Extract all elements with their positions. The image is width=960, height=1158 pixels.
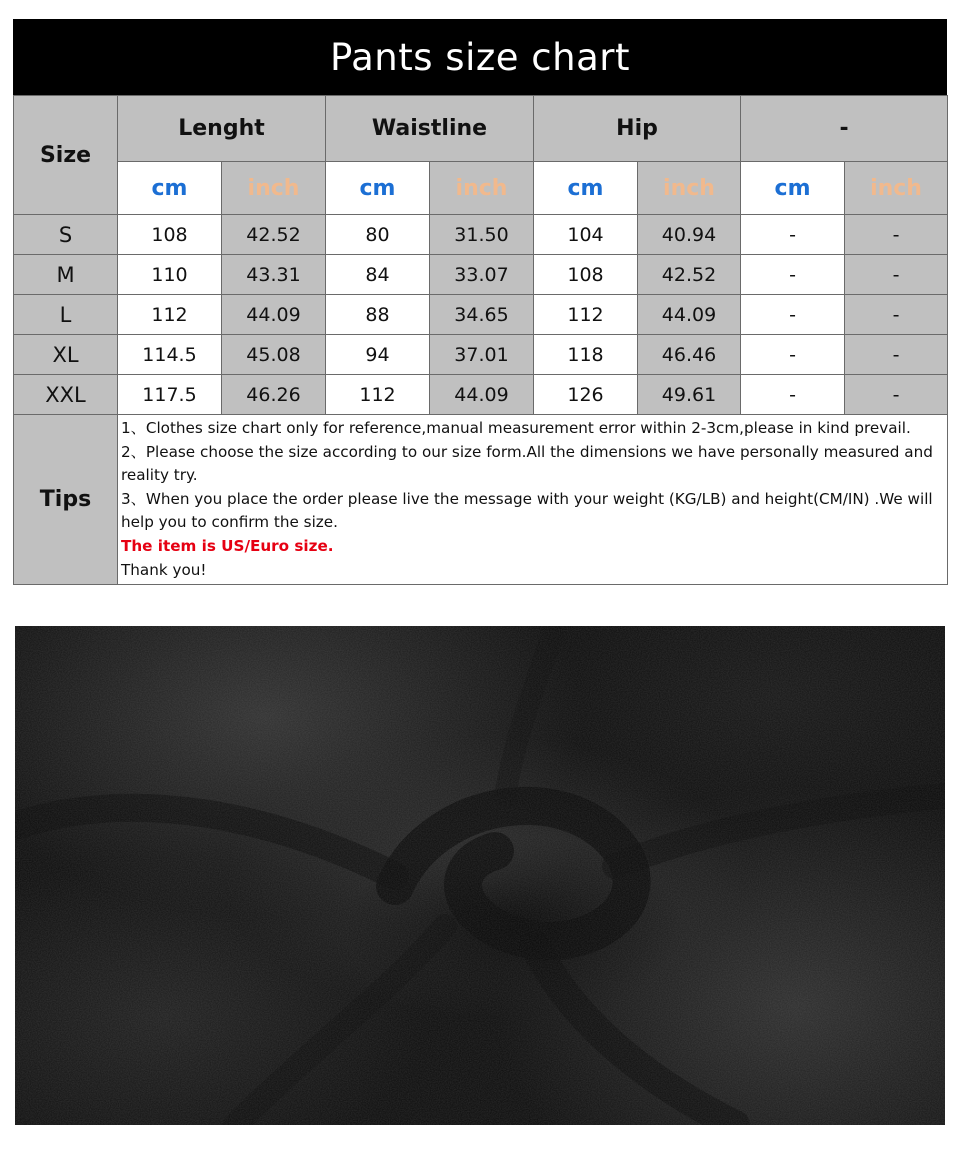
size-label-cell: XL (14, 335, 118, 375)
size-label-cell: M (14, 255, 118, 295)
group-header-length: Lenght (118, 96, 326, 162)
fabric-photo (15, 626, 945, 1125)
table-cell: - (741, 255, 845, 295)
table-cell: 42.52 (638, 255, 741, 295)
unit-header-row (14, 162, 948, 215)
table-cell: - (741, 335, 845, 375)
unit-header-cell: inch (638, 162, 741, 215)
unit-header-cell: cm (534, 162, 638, 215)
table-cell: 34.65 (430, 295, 534, 335)
table-cell: 44.09 (222, 295, 326, 335)
table-cell: - (741, 215, 845, 255)
table-cell: 40.94 (638, 215, 741, 255)
table-cell: 118 (534, 335, 638, 375)
table-cell: 43.31 (222, 255, 326, 295)
table-cell: - (741, 375, 845, 415)
table-cell: 117.5 (118, 375, 222, 415)
table-cell: 104 (534, 215, 638, 255)
table-cell: - (845, 335, 948, 375)
fabric-folds-texture (15, 626, 945, 1125)
unit-header-cell: cm (118, 162, 222, 215)
tip-line-2: 2、Please choose the size according to our size form.All the dimensions we have personally measured and reality try. (121, 442, 933, 485)
group-header-waistline: Waistline (326, 96, 534, 162)
table-cell: 31.50 (430, 215, 534, 255)
unit-header-cell: inch (222, 162, 326, 215)
table-cell: 126 (534, 375, 638, 415)
table-cell: 112 (118, 295, 222, 335)
table-cell: 46.26 (222, 375, 326, 415)
table-cell: 46.46 (638, 335, 741, 375)
table-cell: 45.08 (222, 335, 326, 375)
table-cell: - (845, 375, 948, 415)
tips-row (14, 415, 948, 585)
tips-content (118, 415, 948, 585)
table-cell: 49.61 (638, 375, 741, 415)
table-cell: 112 (534, 295, 638, 335)
table-row (14, 215, 948, 255)
table-cell: 44.09 (430, 375, 534, 415)
unit-header-cell: cm (741, 162, 845, 215)
table-cell: 88 (326, 295, 430, 335)
table-cell: 44.09 (638, 295, 741, 335)
tip-line-1: 1、Clothes size chart only for reference,manual measurement error within 2-3cm,please in kind prevail. (121, 419, 911, 437)
table-cell: 110 (118, 255, 222, 295)
table-cell: 42.52 (222, 215, 326, 255)
size-chart (13, 19, 947, 583)
size-region-note: The item is US/Euro size. (121, 536, 334, 555)
table-row (14, 375, 948, 415)
table-row (14, 255, 948, 295)
unit-header-cell: inch (430, 162, 534, 215)
group-header-blank: - (741, 96, 948, 162)
table-cell: 108 (118, 215, 222, 255)
size-label-cell: L (14, 295, 118, 335)
table-cell: 94 (326, 335, 430, 375)
table-cell: - (845, 295, 948, 335)
table-cell: 114.5 (118, 335, 222, 375)
thank-you-note: Thank you! (121, 560, 207, 579)
table-cell: 33.07 (430, 255, 534, 295)
table-cell: 112 (326, 375, 430, 415)
unit-header-cell: inch (845, 162, 948, 215)
tips-label: Tips (14, 415, 118, 585)
size-table (13, 95, 948, 585)
table-cell: - (845, 255, 948, 295)
size-column-header: Size (14, 96, 118, 215)
table-cell: 108 (534, 255, 638, 295)
table-cell: - (741, 295, 845, 335)
table-row (14, 295, 948, 335)
table-row (14, 335, 948, 375)
group-header-row (14, 96, 948, 162)
unit-header-cell: cm (326, 162, 430, 215)
tip-line-3: 3、When you place the order please live the message with your weight (KG/LB) and height(CM/IN) .We will help you to confirm the size. (121, 489, 933, 532)
size-label-cell: S (14, 215, 118, 255)
table-cell: 84 (326, 255, 430, 295)
table-cell: - (845, 215, 948, 255)
table-cell: 80 (326, 215, 430, 255)
group-header-hip: Hip (534, 96, 741, 162)
chart-title: Pants size chart (13, 19, 947, 95)
size-label-cell: XXL (14, 375, 118, 415)
table-cell: 37.01 (430, 335, 534, 375)
